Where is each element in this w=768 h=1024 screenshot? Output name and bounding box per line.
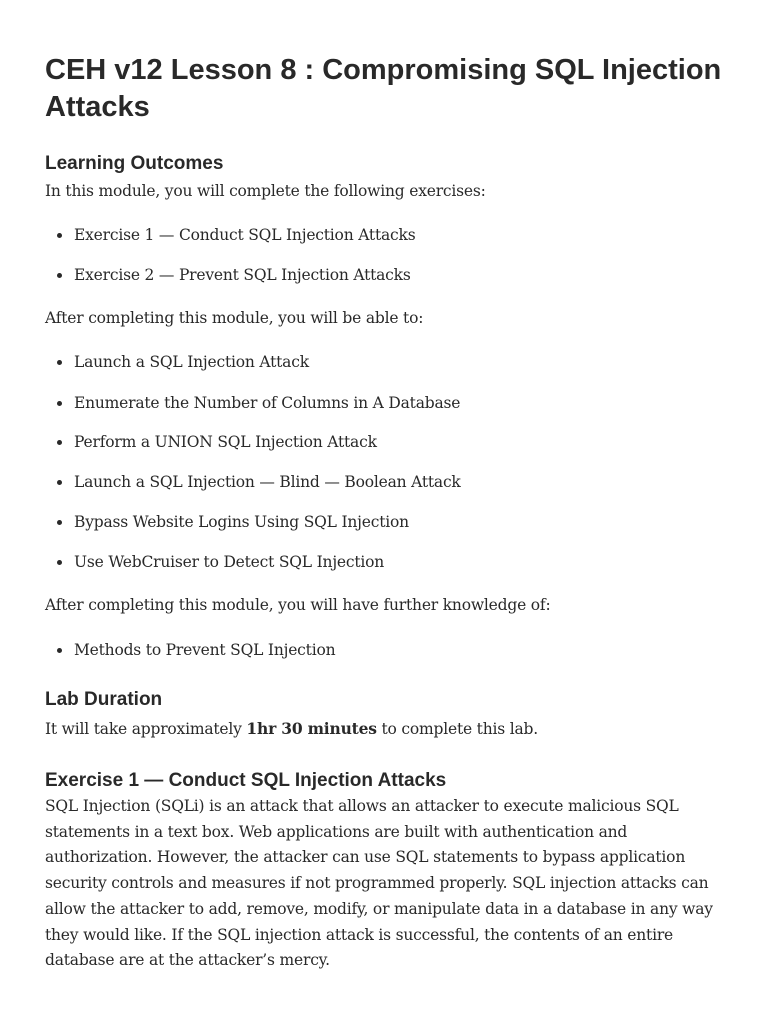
bullet-icon [57, 360, 62, 365]
abilities-intro: After completing this module, you will be able to: [45, 309, 424, 327]
lab-duration-heading: Lab Duration [45, 689, 163, 710]
page-title: CEH v12 Lesson 8 : Compromising SQL Injection Attacks [45, 54, 722, 123]
bullet-icon [57, 480, 62, 485]
learning-outcomes-heading: Learning Outcomes [45, 153, 224, 174]
learning-outcomes-intro: In this module, you will complete the following exercises: [45, 182, 486, 200]
bullet-icon [57, 560, 62, 565]
exercise1-body: SQL Injection (SQLi) is an attack that allows an attacker to execute malicious SQL statements in a text box. Web applications are built with authentication and authorization. However, the attacker can use SQL statements to bypass application security controls and measures if not programmed properly. SQL injection attacks can allow the attacker to add, remove, modify, or manipulate data in a database in any way they would like. If the SQL injection attack is successful, the contents of an entire database are at the attacker’s mercy. [45, 797, 713, 970]
bullet-icon [57, 520, 62, 525]
lab-duration-value: 1hr 30 minutes [246, 719, 377, 738]
bullet-icon [57, 440, 62, 445]
exercise1-heading: Exercise 1 — Conduct SQL Injection Attacks [45, 770, 447, 791]
bullet-icon [57, 648, 62, 653]
knowledge-intro: After completing this module, you will have further knowledge of: [45, 596, 551, 614]
bullet-icon [57, 273, 62, 278]
lab-duration-text: It will take approximately 1hr 30 minutes to complete this lab. [45, 719, 538, 738]
bullet-icon [57, 233, 62, 238]
bullet-icon [57, 401, 62, 406]
